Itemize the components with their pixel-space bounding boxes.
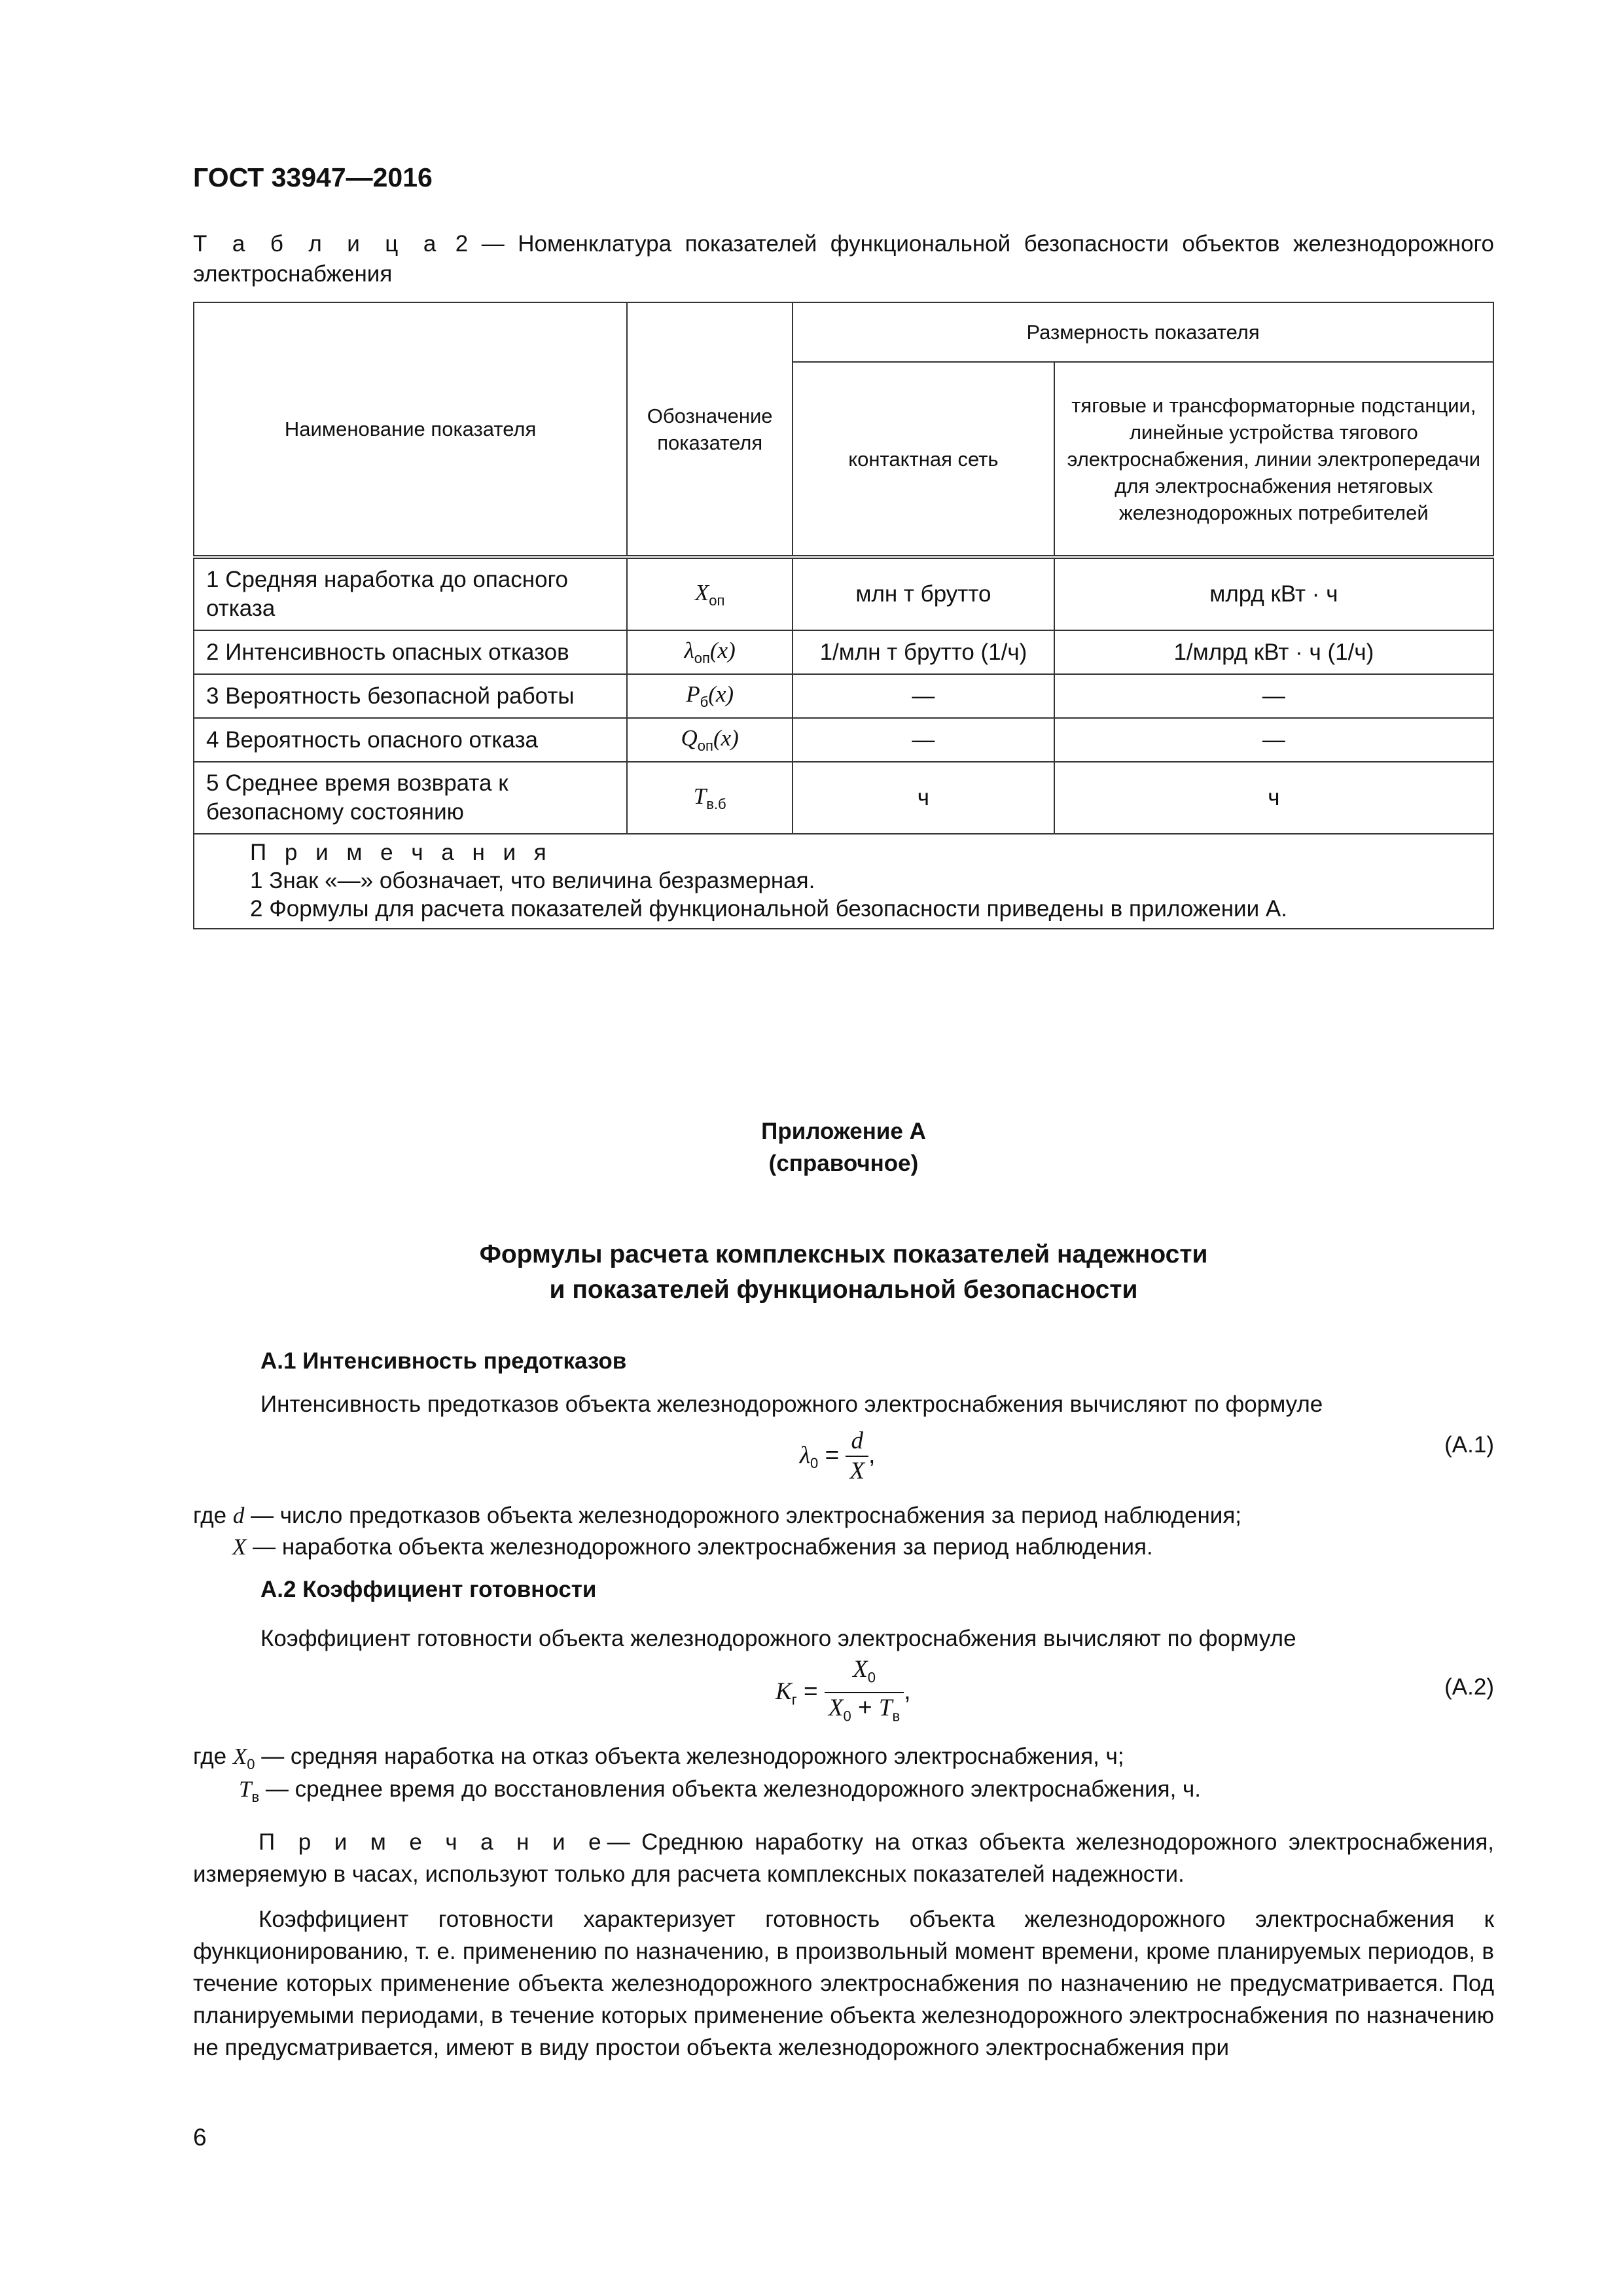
header-designation: Обозначение показателя (627, 302, 793, 557)
row-name: 1 Средняя наработка до опасного отказа (194, 557, 627, 630)
section-a1-heading: А.1 Интенсивность предотказов (260, 1348, 627, 1374)
a1-where-2: X — наработка объекта железнодорожного электроснабжения за период наблюдения. (232, 1534, 1153, 1560)
header-substations: тяговые и трансформаторные подстанции, линейные устройства тягового электроснабжения, линии электропередачи для электроснабжения нетяговых железнодорожных потребителей (1054, 362, 1493, 557)
table-row (194, 557, 1493, 630)
header-name: Наименование показателя (194, 302, 627, 557)
table-row (194, 630, 1493, 674)
a2-intro: Коэффициент готовности объекта железнодорожного электроснабжения вычисляют по формуле (260, 1626, 1296, 1651)
row-contact: 1/млн т брутто (1/ч) (793, 630, 1054, 674)
note-1: 1 Знак «—» обозначает, что величина безразмерная. (250, 868, 815, 893)
table-notes-row (194, 834, 1493, 929)
row-name: 5 Среднее время возврата к безопасному состоянию (194, 762, 627, 834)
page-number: 6 (193, 2124, 207, 2151)
row-other: ч (1054, 762, 1493, 834)
row-symbol: $P_б(x)$ (627, 674, 793, 718)
a2-paragraph: Коэффициент готовности характеризует готовность объекта железнодорожного электроснабжения к функционированию, т. е. применению по назначению, в произвольный момент времени, кроме планируемых периодов, в течение которых применение объекта железнодорожного электроснабжения по назначению не предусматривается. Под планируемыми периодами, в течение которых применение объекта железнодорожного электроснабжения по назначению не предусматривается, имеют в виду простои объекта железнодорожного электроснабжения при (193, 1907, 1494, 2060)
appendix-subtitle: (справочное) (768, 1151, 919, 1176)
row-name: 4 Вероятность опасного отказа (194, 718, 627, 762)
row-contact: — (793, 718, 1054, 762)
a2-where-1: где $X_0$ — средняя наработка на отказ объекта железнодорожного электроснабжения, ч; (193, 1744, 1124, 1772)
formula-a2-number: (А.2) (1444, 1674, 1494, 1700)
table-caption-label: Т а б л и ц а (193, 231, 442, 257)
formula-a1-number: (А.1) (1444, 1432, 1494, 1458)
appendix-title: Приложение А (761, 1119, 926, 1144)
appendix-heading-1: Формулы расчета комплексных показателей надежности (479, 1240, 1208, 1268)
document-header: ГОСТ 33947—2016 (193, 162, 433, 192)
row-name: 2 Интенсивность опасных отказов (194, 630, 627, 674)
row-symbol: $X_{оп}$ (627, 557, 793, 630)
row-contact: — (793, 674, 1054, 718)
indicators-table (193, 302, 1494, 929)
a2-where-2: $T_в$ — среднее время до восстановления объекта железнодорожного электроснабжения, ч. (239, 1776, 1202, 1805)
a2-note: П р и м е ч а н и е— Среднюю наработку на отказ объекта железнодорожного электроснабжения, измеряемую в часах, используют только для расчета комплексных показателей надежности. (193, 1829, 1494, 1887)
a1-intro: Интенсивность предотказов объекта железнодорожного электроснабжения вычисляют по формуле (260, 1391, 1323, 1417)
row-other: млрд кВт · ч (1054, 557, 1493, 630)
row-symbol: $Q_{оп}(x)$ (627, 718, 793, 762)
note-2: 2 Формулы для расчета показателей функциональной безопасности приведены в приложении А. (250, 896, 1287, 922)
row-other: — (1054, 674, 1493, 718)
appendix-heading-2: и показателей функциональной безопасности (549, 1276, 1138, 1304)
formula-a2: $K_г$ = $\frac{X_0}{X_0 + T_в}$ , (776, 1656, 911, 1725)
row-other: 1/млрд кВт · ч (1/ч) (1054, 630, 1493, 674)
table-caption (193, 229, 1494, 289)
row-contact: млн т брутто (793, 557, 1054, 630)
notes-title: П р и м е ч а н и я (250, 840, 552, 865)
section-a2-heading: А.2 Коэффициент готовности (260, 1577, 597, 1602)
row-name: 3 Вероятность безопасной работы (194, 674, 627, 718)
table-row (194, 674, 1493, 718)
table-notes (194, 834, 1493, 929)
a1-where-1: где d — число предотказов объекта железнодорожного электроснабжения за период наблюдения; (193, 1503, 1242, 1528)
header-contact: контактная сеть (793, 362, 1054, 557)
formula-a1: $\lambda_0$ = $\frac{d}{X}$ , (800, 1427, 876, 1484)
table-caption-text: 2 — Номенклатура показателей функциональной безопасности объектов железнодорожного электроснабжения (193, 231, 1494, 287)
row-contact: ч (793, 762, 1054, 834)
row-symbol: $T_{в.б}$ (627, 762, 793, 834)
table-row (194, 762, 1493, 834)
row-symbol: $\lambda_{оп}(x)$ (627, 630, 793, 674)
table-row (194, 718, 1493, 762)
row-other: — (1054, 718, 1493, 762)
header-dimension: Размерность показателя (793, 302, 1493, 362)
